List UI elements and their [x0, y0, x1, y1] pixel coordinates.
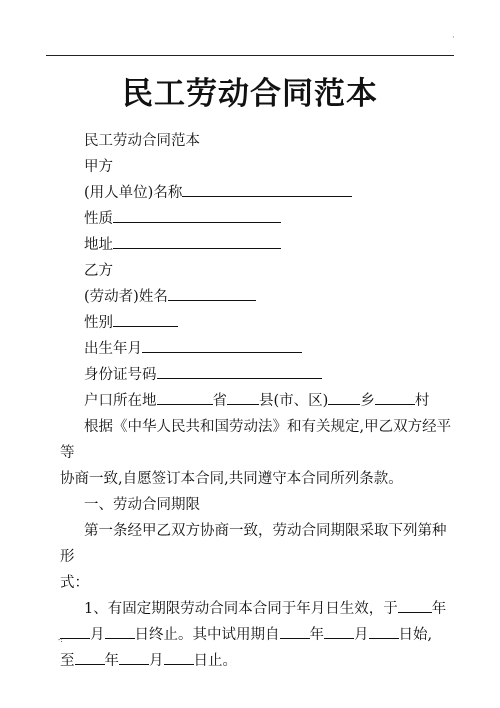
id-number-blank	[157, 362, 322, 379]
employer-name-label: (用人单位)名称	[84, 185, 183, 201]
probation-start-label: 日始,	[398, 627, 433, 643]
birth-date-blank	[142, 336, 302, 353]
term-line-1	[60, 596, 452, 622]
address-blank	[113, 232, 281, 249]
term-month-label: 月	[90, 627, 105, 643]
hukou-province-blank	[157, 388, 213, 405]
nature-line	[84, 206, 452, 232]
address-label: 地址	[84, 237, 113, 253]
employer-name-line	[84, 180, 452, 206]
probation-end-label: 日止。	[193, 653, 237, 669]
article-1-line-2: 式：	[60, 575, 89, 591]
contract-basis	[60, 414, 452, 674]
hukou-township-blank	[328, 388, 360, 405]
hukou-county-blank	[227, 388, 259, 405]
term-line-2	[60, 622, 452, 648]
section-1-heading: 一、劳动合同期限	[84, 497, 200, 513]
term-line-3	[60, 648, 452, 674]
probation-end-month-label: 月	[149, 653, 164, 669]
hukou-county-label: 县(市、区)	[259, 393, 329, 409]
header-rule	[46, 55, 454, 56]
birth-date-line	[84, 336, 452, 362]
gender-blank	[113, 310, 178, 327]
page-footer-mark: -:	[58, 636, 63, 644]
nature-blank	[113, 206, 281, 223]
basis-line-2: 协商一致,自愿签订本合同,共同遵守本合同所列条款。	[60, 471, 403, 487]
probation-start-day-blank	[369, 622, 399, 639]
employer-name-blank	[182, 180, 352, 197]
birth-date-label: 出生年月	[84, 341, 142, 357]
worker-name-label: (劳动者)姓名	[84, 289, 168, 305]
hukou-label: 户口所在地	[84, 393, 157, 409]
worker-name-blank	[168, 284, 256, 301]
gender-label: 性别	[84, 315, 113, 331]
hukou-province-label: 省	[212, 393, 227, 409]
id-number-line	[84, 362, 452, 388]
term-end-day-blank	[105, 622, 135, 639]
worker-name-line	[84, 284, 452, 310]
probation-end-year-blank	[75, 648, 105, 665]
term-line-1-text: 1、有固定期限劳动合同本合同于年月日生效，于	[84, 601, 398, 617]
gender-line	[84, 310, 452, 336]
term-end-month-blank	[60, 622, 90, 639]
subtitle: 民工劳动合同范本	[84, 133, 200, 149]
probation-start-month-blank	[324, 622, 354, 639]
party-b-heading: 乙方	[84, 263, 113, 279]
term-year-label: 年	[431, 601, 447, 617]
corner-mark: '	[452, 36, 454, 43]
term-end-year-blank	[398, 596, 432, 613]
hukou-line	[84, 388, 452, 414]
probation-year-label: 年	[309, 627, 324, 643]
probation-end-month-blank	[119, 648, 149, 665]
probation-month-label: 月	[354, 627, 369, 643]
party-a-heading: 甲方	[84, 159, 113, 175]
article-1-line-1: 第一条经甲乙双方协商一致，劳动合同期限采取下列第种形	[60, 523, 447, 565]
address-line	[84, 232, 452, 258]
id-number-label: 身份证号码	[84, 367, 157, 383]
contract-parties	[84, 128, 452, 414]
hukou-village-label: 村	[414, 393, 430, 409]
document-title: 民工劳动合同范本	[122, 76, 378, 112]
probation-start-year-blank	[280, 622, 310, 639]
term-to-label: 至	[60, 653, 75, 669]
nature-label: 性质	[84, 211, 113, 227]
probation-end-year-label: 年	[104, 653, 119, 669]
hukou-village-blank	[375, 388, 415, 405]
term-line-2-text: 日终止。其中试用期自	[134, 627, 280, 643]
basis-line-1: 根据《中华人民共和国劳动法》和有关规定,甲乙双方经平等	[60, 419, 452, 461]
hukou-township-label: 乡	[360, 393, 375, 409]
probation-end-day-blank	[164, 648, 194, 665]
